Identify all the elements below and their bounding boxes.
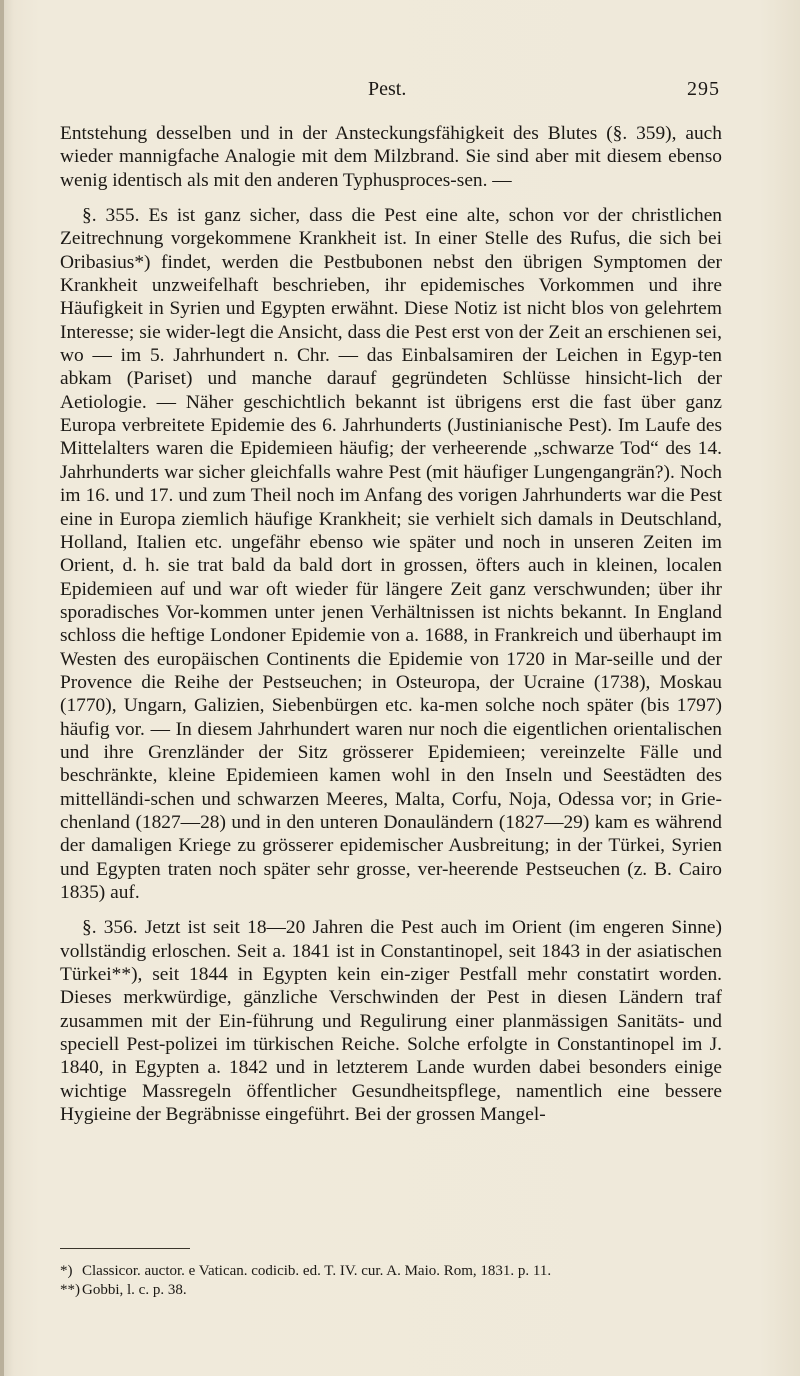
- footnote-1-marker: *): [60, 1263, 73, 1279]
- body-text: [60, 122, 722, 1126]
- running-title: Pest.: [368, 78, 407, 100]
- footnote-2: [60, 1281, 722, 1300]
- page-number: 295: [687, 78, 720, 100]
- paragraph-1: Entstehung desselben und in der Ansteckungsfähigkeit des Blutes (§. 359), auch wieder mannigfache Analogie mit dem Milzbrand. Sie sind aber mit diesem ebenso wenig identisch als mit den anderen Typhusproces-sen. —: [60, 123, 722, 191]
- binding-edge: [0, 0, 4, 1376]
- footnotes: [60, 1262, 722, 1300]
- footnote-2-marker: **): [60, 1282, 80, 1298]
- footnote-1-text: Classicor. auctor. e Vatican. codicib. ed. T. IV. cur. A. Maio. Rom, 1831. p. 11.: [82, 1263, 552, 1279]
- paragraph-356: §. 356. Jetzt ist seit 18—20 Jahren die Pest auch im Orient (im engeren Sinne) vollständig erloschen. Seit a. 1841 ist in Constantinopel, seit 1843 in der asiatischen Türkei**), seit 1844 in Egypten kein ein-ziger Pestfall mehr constatirt worden. Dieses merkwürdige, gänzliche Verschwinden der Pest in diesen Ländern traf zusammen mit der Ein-führung und Regulirung einer planmässigen Sanitäts- und speciell Pest-polizei im türkischen Reiche. Solche erfolgte in Constantinopel im J. 1840, in Egypten a. 1842 und in letzterem Lande wurden dabei besonders einige wichtige Massregeln öffentlicher Gesundheitspflege, namentlich eine bessere Hygieine der Begräbnisse eingeführt. Bei der grossen Mangel-: [60, 917, 722, 1126]
- footnote-2-text: Gobbi, l. c. p. 38.: [82, 1282, 187, 1298]
- paragraph-355: §. 355. Es ist ganz sicher, dass die Pest eine alte, schon vor der christlichen Zeitrechnung vorgekommene Krankheit ist. In einer Stelle des Rufus, die sich bei Oribasius*) findet, werden die Pestbubonen nebst den übrigen Symptomen der Krankheit unzweifelhaft beschrieben, ihr epidemisches Vorkommen und ihre Häufigkeit in Syrien und Egypten erwähnt. Diese Notiz ist nicht blos von gelehrtem Interesse; sie wider-legt die Ansicht, dass die Pest erst von der Zeit an erschienen sei, wo — im 5. Jahrhundert n. Chr. — das Einbalsamiren der Leichen in Egyp-ten abkam (Pariset) und manche darauf gegründeten Schlüsse hinsicht-lich der Aetiologie. — Näher geschichtlich bekannt ist übrigens erst die fast über ganz Europa verbreitete Epidemie des 6. Jahrhunderts (Justinianische Pest). Im Laufe des Mittelalters waren die Epidemieen häufig; der verheerende „schwarze Tod“ des 14. Jahrhunderts war sicher gleichfalls wahre Pest (mit häufiger Lungengangrän?). Noch im 16. und 17. und zum Theil noch im Anfang des vorigen Jahrhunderts war die Pest eine in Europa ziemlich häufige Krankheit; sie verhielt sich damals in Deutschland, Holland, Italien etc. ungefähr ebenso wie später und noch in unseren Zeiten im Orient, d. h. sie trat bald da bald dort in grossen, öfters auch in kleinen, localen Epidemieen auf und war oft wieder für längere Zeit ganz verschwunden; über ihr sporadisches Vor-kommen unter jenen Verhältnissen ist nichts bekannt. In England schloss die heftige Londoner Epidemie von a. 1688, in Frankreich und überhaupt im Westen des europäischen Continents die Epidemie von 1720 in Mar-seille und der Provence die Reihe der Pestseuchen; in Osteuropa, der Ucraine (1738), Moskau (1770), Ungarn, Galizien, Siebenbürgen etc. ka-men solche noch später (bis 1797) häufig vor. — In diesem Jahrhundert waren nur noch die eigentlichen orientalischen und ihre Grenzländer der Sitz grösserer Epidemieen; vereinzelte Fälle und beschränkte, kleine Epidemieen kamen wohl in den Inseln und Seestädten des mittelländi-schen und schwarzen Meeres, Malta, Corfu, Noja, Odessa vor; in Grie-chenland (1827—28) und in den unteren Donauländern (1827—29) kam es während der damaligen Kriege zu grösserer epidemischer Ausbreitung; in der Türkei, Syrien und Egypten traten noch später sehr grosse, ver-heerende Pestseuchen (z. B. Cairo 1835) auf.: [60, 205, 722, 903]
- page-header: [60, 76, 720, 106]
- footnote-1: [60, 1262, 722, 1281]
- footnote-rule: [60, 1248, 190, 1249]
